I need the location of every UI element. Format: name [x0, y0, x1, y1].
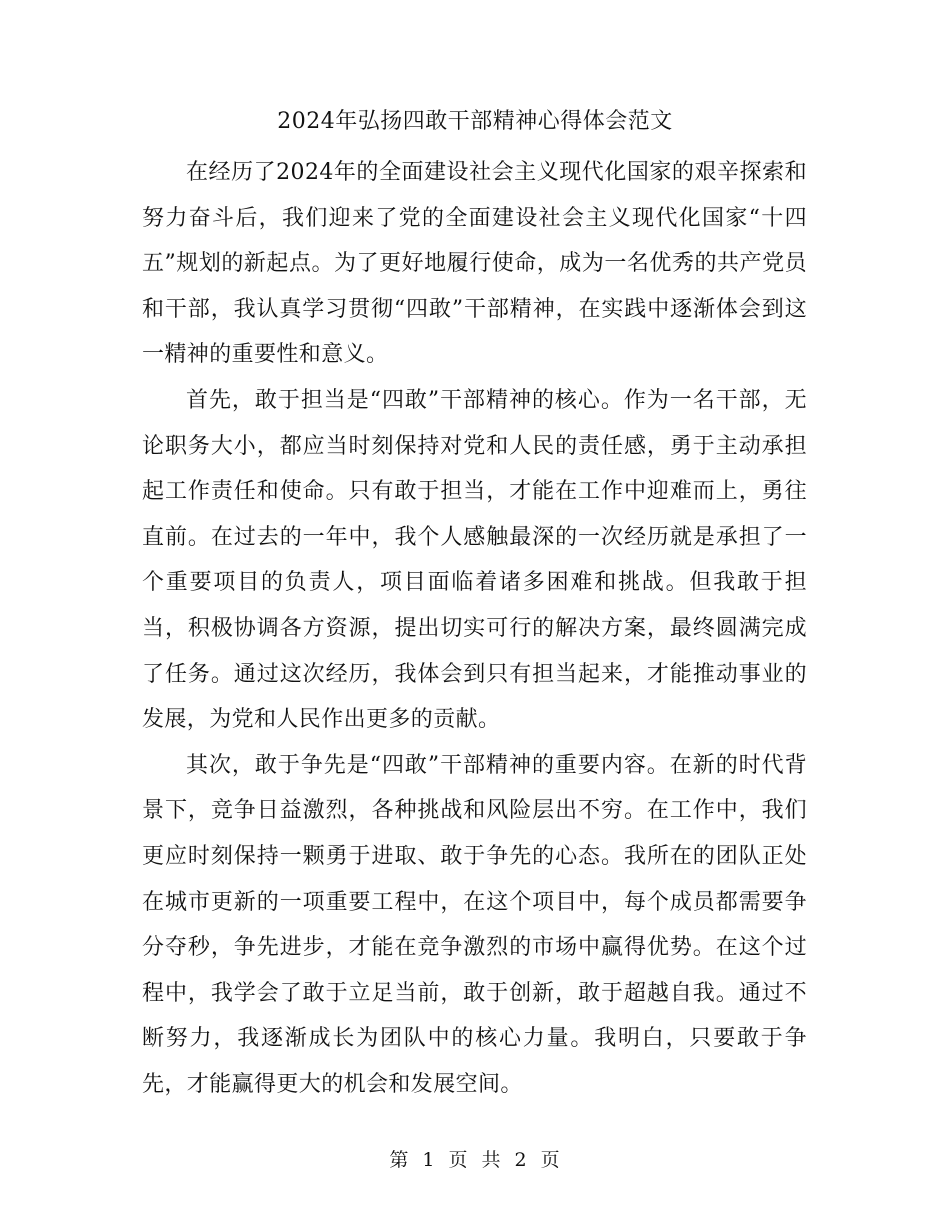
paragraph-responsibility: 首先，敢于担当是“四敢”干部精神的核心。作为一名干部，无论职务大小，都应当时刻保持对党和人民的责任感，勇于主动承担起工作责任和使命。只有敢于担当，才能在工作中迎难而上，勇往直前。在过去的一年中，我个人感触最深的一次经历就是承担了一个重要项目的负责人，项目面临着诸多困难和挑战。但我敢于担当，积极协调各方资源，提出切实可行的解决方案，最终圆满完成了任务。通过这次经历，我体会到只有担当起来，才能推动事业的发展，为党和人民作出更多的贡献。 — [142, 387, 807, 733]
document-body — [142, 150, 807, 1107]
page-footer: 第 1 页 共 2 页 — [389, 1149, 561, 1171]
paragraph-striving: 其次，敢于争先是“四敢”干部精神的重要内容。在新的时代背景下，竞争日益激烈，各种挑战和风险层出不穷。在工作中，我们更应时刻保持一颗勇于进取、敢于争先的心态。我所在的团队正处在城市更新的一项重要工程中，在这个项目中，每个成员都需要争分夺秒，争先进步，才能在竞争激烈的市场中赢得优势。在这个过程中，我学会了敢于立足当前，敢于创新，敢于超越自我。通过不断努力，我逐渐成长为团队中的核心力量。我明白，只要敢于争先，才能赢得更大的机会和发展空间。 — [142, 752, 807, 1097]
document-title: 2024年弘扬四敢干部精神心得体会范文 — [277, 109, 673, 134]
paragraph-intro: 在经历了2024年的全面建设社会主义现代化国家的艰辛探索和努力奋斗后，我们迎来了党的全面建设社会主义现代化国家“十四五”规划的新起点。为了更好地履行使命，成为一名优秀的共产党员和干部，我认真学习贯彻“四敢”干部精神，在实践中逐渐体会到这一精神的重要性和意义。 — [142, 160, 807, 368]
